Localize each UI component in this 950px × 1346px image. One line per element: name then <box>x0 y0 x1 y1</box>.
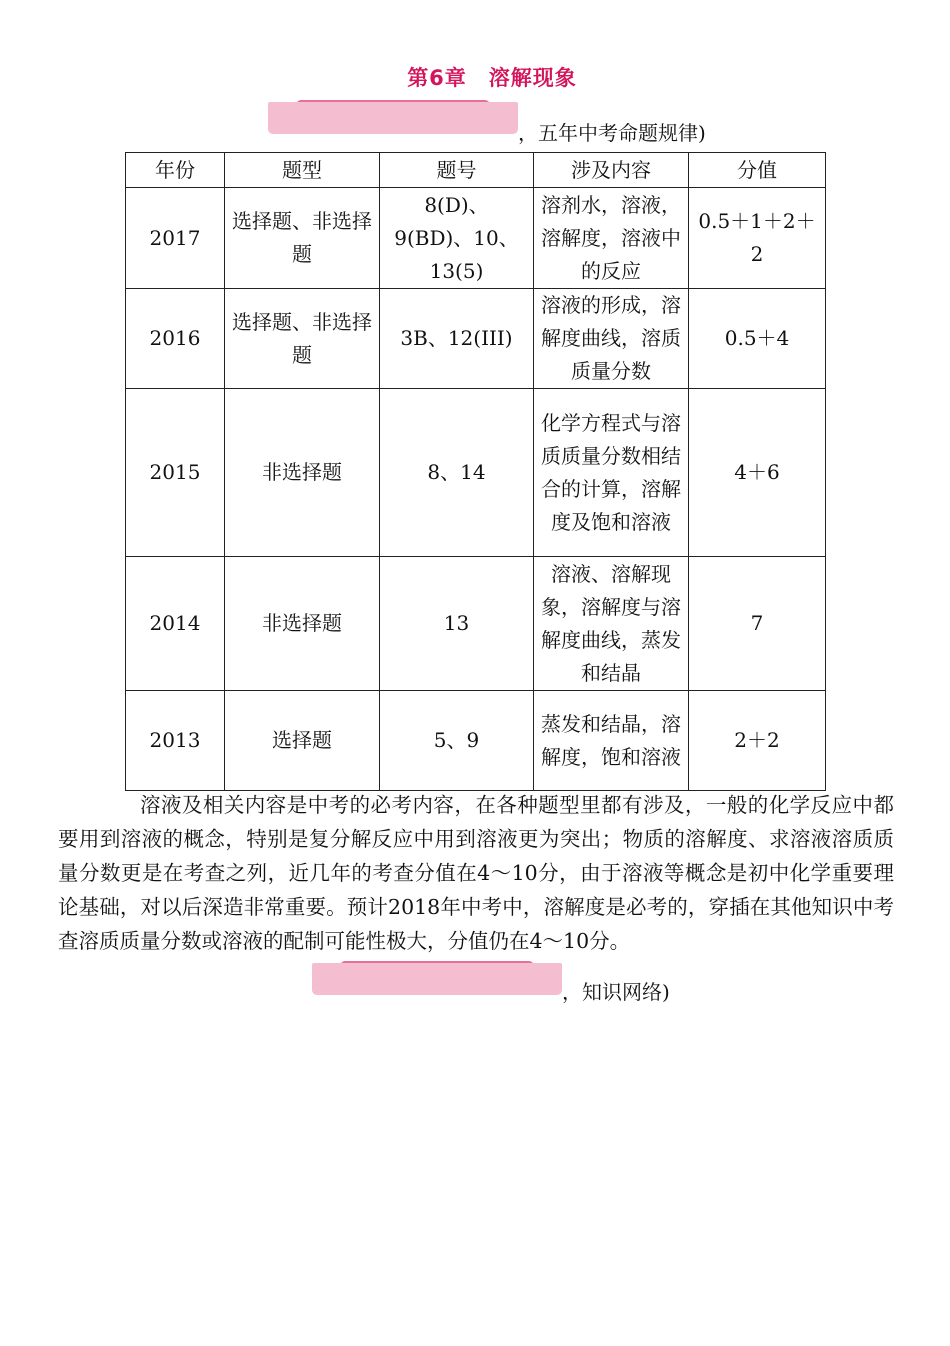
table-row <box>126 289 826 389</box>
section-heading-exam-rules: ，五年中考命题规律) <box>518 121 706 145</box>
cell-year: 2016 <box>126 289 225 389</box>
cell-numbers: 8、14 <box>380 389 534 557</box>
section-banner-knowledge-network <box>312 961 562 995</box>
cell-content: 溶液、溶解现象，溶解度与溶解度曲线，蒸发和结晶 <box>534 557 689 691</box>
analysis-paragraph: 溶液及相关内容是中考的必考内容，在各种题型里都有涉及，一般的化学反应中都要用到溶液的概念，特别是复分解反应中用到溶液更为突出；物质的溶解度、求溶液溶质质量分数更是在考查之列，近几年的考查分值在4～10分，由于溶液等概念是初中化学重要理论基础，对以后深造非常重要。预计2018年中考中，溶解度是必考的，穿插在其他知识中考查溶质质量分数或溶液的配制可能性极大，分值仍在4～10分。 <box>58 793 894 953</box>
header-content: 涉及内容 <box>534 153 689 188</box>
cell-content: 蒸发和结晶，溶解度，饱和溶液 <box>534 691 689 791</box>
cell-score: 2＋2 <box>689 691 826 791</box>
cell-type: 选择题、非选择题 <box>225 289 380 389</box>
table-row <box>126 188 826 289</box>
cell-type: 非选择题 <box>225 557 380 691</box>
cell-content: 化学方程式与溶质质量分数相结合的计算，溶解度及饱和溶液 <box>534 389 689 557</box>
cell-numbers: 3B、12(III) <box>380 289 534 389</box>
cell-content: 溶液的形成，溶解度曲线，溶质质量分数 <box>534 289 689 389</box>
section-banner-exam-rules <box>268 100 518 134</box>
header-score: 分值 <box>689 153 826 188</box>
cell-content: 溶剂水，溶液，溶解度，溶液中的反应 <box>534 188 689 289</box>
header-numbers: 题号 <box>380 153 534 188</box>
exam-pattern-table <box>125 152 826 791</box>
cell-year: 2015 <box>126 389 225 557</box>
cell-numbers: 8(D)、9(BD)、10、13(5) <box>380 188 534 289</box>
cell-type: 选择题、非选择题 <box>225 188 380 289</box>
cell-score: 0.5＋4 <box>689 289 826 389</box>
chapter-title: 第6章 溶解现象 <box>407 66 577 90</box>
cell-score: 4＋6 <box>689 389 826 557</box>
cell-year: 2014 <box>126 557 225 691</box>
header-year: 年份 <box>126 153 225 188</box>
table-row <box>126 691 826 791</box>
table-header-row <box>126 153 826 188</box>
cell-year: 2017 <box>126 188 225 289</box>
cell-numbers: 13 <box>380 557 534 691</box>
banner-bar <box>312 963 562 995</box>
cell-score: 0.5＋1＋2＋2 <box>689 188 826 289</box>
cell-score: 7 <box>689 557 826 691</box>
cell-type: 非选择题 <box>225 389 380 557</box>
table-row <box>126 557 826 691</box>
cell-numbers: 5、9 <box>380 691 534 791</box>
cell-year: 2013 <box>126 691 225 791</box>
banner-bar <box>268 102 518 134</box>
cell-type: 选择题 <box>225 691 380 791</box>
table-row <box>126 389 826 557</box>
section-heading-knowledge-network: ，知识网络) <box>562 980 670 1004</box>
header-type: 题型 <box>225 153 380 188</box>
